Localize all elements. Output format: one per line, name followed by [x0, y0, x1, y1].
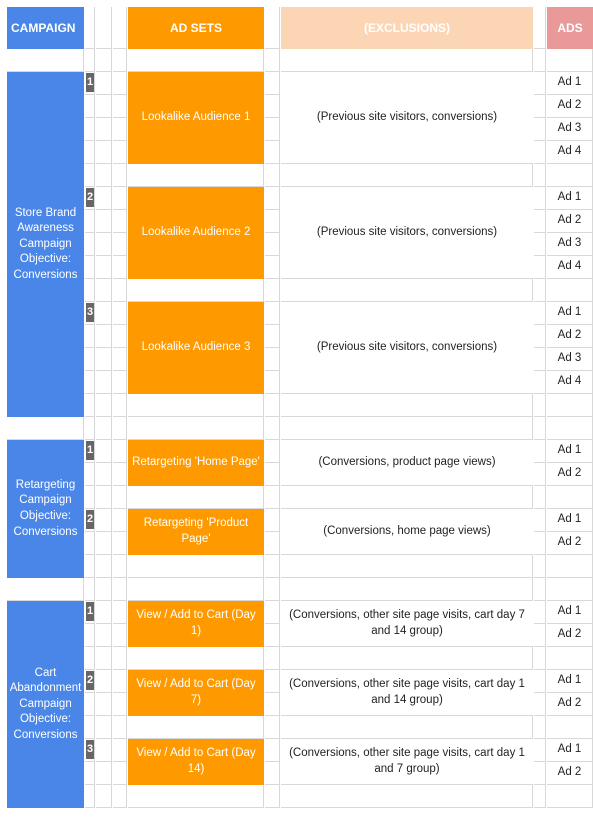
grid-cell — [281, 486, 533, 509]
grid-cell — [281, 555, 533, 578]
grid-cell — [534, 141, 546, 164]
grid-cell — [113, 417, 127, 440]
ad-label: Ad 2 — [547, 325, 593, 348]
grid-cell — [534, 417, 546, 440]
grid-cell — [534, 348, 546, 371]
grid-cell — [534, 256, 546, 279]
grid-cell — [113, 762, 127, 785]
ad-label: Ad 2 — [547, 624, 593, 647]
grid-cell — [281, 164, 533, 187]
ad-label: Ad 2 — [547, 210, 593, 233]
ad-set-number: 2 — [86, 188, 94, 207]
grid-cell — [265, 693, 280, 716]
grid-cell — [113, 601, 127, 624]
grid-cell — [85, 486, 95, 509]
grid-cell — [85, 647, 95, 670]
grid-cell — [96, 463, 112, 486]
grid-cell — [265, 417, 280, 440]
grid-cell — [265, 210, 280, 233]
grid-cell — [265, 302, 280, 325]
grid-cell — [547, 486, 593, 509]
grid-cell — [96, 7, 112, 49]
grid-cell — [128, 49, 264, 72]
grid-cell — [113, 187, 127, 210]
ad-label: Ad 1 — [547, 72, 593, 95]
grid-cell — [547, 716, 593, 739]
grid-cell — [547, 785, 593, 808]
ad-set-number: 2 — [86, 510, 94, 529]
grid-cell — [265, 118, 280, 141]
ad-set-number: 2 — [86, 671, 94, 690]
grid-cell — [265, 670, 280, 693]
grid-cell — [534, 555, 546, 578]
ad-label: Ad 1 — [547, 440, 593, 463]
grid-cell — [281, 716, 533, 739]
grid-cell — [96, 72, 112, 95]
grid-cell — [96, 417, 112, 440]
campaign-structure-table — [7, 7, 593, 808]
grid-cell — [96, 210, 112, 233]
grid-cell — [534, 601, 546, 624]
grid-cell — [113, 348, 127, 371]
ad-label: Ad 3 — [547, 233, 593, 256]
grid-cell — [534, 118, 546, 141]
grid-cell — [534, 95, 546, 118]
ad-label: Ad 4 — [547, 256, 593, 279]
grid-cell — [85, 118, 95, 141]
header-campaign: CAMPAIGN — [7, 7, 84, 49]
grid-cell — [113, 440, 127, 463]
ad-label: Ad 2 — [547, 693, 593, 716]
ad-set-name: Retargeting 'Product Page' — [128, 509, 264, 555]
grid-cell — [113, 624, 127, 647]
grid-cell — [85, 532, 95, 555]
exclusions-text: (Conversions, product page views) — [281, 440, 533, 486]
grid-cell — [85, 417, 95, 440]
grid-cell — [265, 7, 280, 49]
exclusions-text: (Previous site visitors, conversions) — [281, 302, 533, 394]
ad-set-name: View / Add to Cart (Day 1) — [128, 601, 264, 647]
grid-cell — [547, 279, 593, 302]
grid-cell — [534, 394, 546, 417]
grid-cell — [96, 739, 112, 762]
ad-set-name: View / Add to Cart (Day 7) — [128, 670, 264, 716]
grid-cell — [96, 164, 112, 187]
grid-cell — [113, 279, 127, 302]
grid-cell — [534, 693, 546, 716]
ad-set-name: Retargeting 'Home Page' — [128, 440, 264, 486]
grid-cell — [128, 647, 264, 670]
grid-cell — [96, 187, 112, 210]
ad-set-number: 3 — [86, 303, 94, 322]
ad-label: Ad 4 — [547, 141, 593, 164]
grid-cell — [113, 302, 127, 325]
grid-cell — [534, 716, 546, 739]
grid-cell — [265, 49, 280, 72]
grid-cell — [265, 716, 280, 739]
grid-cell — [96, 233, 112, 256]
grid-cell — [96, 325, 112, 348]
grid-cell — [113, 739, 127, 762]
ad-set-number: 1 — [86, 602, 94, 621]
grid-cell — [265, 256, 280, 279]
grid-cell — [96, 141, 112, 164]
ad-set-name: Lookalike Audience 3 — [128, 302, 264, 394]
grid-cell — [534, 164, 546, 187]
grid-cell — [128, 555, 264, 578]
grid-cell — [96, 716, 112, 739]
grid-cell — [265, 463, 280, 486]
grid-cell — [265, 371, 280, 394]
grid-cell — [534, 279, 546, 302]
grid-cell — [113, 371, 127, 394]
grid-cell — [547, 555, 593, 578]
ad-label: Ad 1 — [547, 509, 593, 532]
grid-cell — [113, 647, 127, 670]
ad-label: Ad 2 — [547, 762, 593, 785]
grid-cell — [113, 670, 127, 693]
grid-cell — [96, 371, 112, 394]
grid-cell — [96, 509, 112, 532]
grid-cell — [265, 601, 280, 624]
grid-cell — [281, 279, 533, 302]
grid-cell — [534, 785, 546, 808]
grid-cell — [85, 716, 95, 739]
ad-label: Ad 1 — [547, 302, 593, 325]
grid-cell — [265, 624, 280, 647]
grid-cell — [265, 72, 280, 95]
grid-cell — [85, 210, 95, 233]
grid-cell — [85, 555, 95, 578]
grid-cell — [547, 578, 593, 601]
header-exclusions: (EXCLUSIONS) — [281, 7, 533, 49]
grid-cell — [281, 578, 533, 601]
grid-cell — [113, 49, 127, 72]
grid-cell — [534, 739, 546, 762]
grid-cell — [96, 302, 112, 325]
grid-cell — [85, 348, 95, 371]
grid-cell — [96, 279, 112, 302]
grid-cell — [96, 95, 112, 118]
grid-cell — [113, 72, 127, 95]
grid-cell — [265, 532, 280, 555]
grid-cell — [85, 233, 95, 256]
grid-cell — [96, 49, 112, 72]
campaign-name: Cart Abandonment Campaign Objective: Conversions — [7, 601, 84, 808]
grid-cell — [85, 394, 95, 417]
grid-cell — [534, 49, 546, 72]
grid-cell — [85, 371, 95, 394]
grid-cell — [265, 486, 280, 509]
grid-cell — [85, 279, 95, 302]
grid-cell — [281, 647, 533, 670]
grid-cell — [85, 164, 95, 187]
grid-cell — [534, 624, 546, 647]
grid-cell — [281, 785, 533, 808]
ad-label: Ad 4 — [547, 371, 593, 394]
grid-cell — [96, 555, 112, 578]
ad-set-number: 1 — [86, 441, 94, 460]
grid-cell — [96, 762, 112, 785]
grid-cell — [534, 532, 546, 555]
header-ads: ADS — [547, 7, 593, 49]
grid-cell — [113, 325, 127, 348]
ad-set-number: 1 — [86, 73, 94, 92]
grid-cell — [265, 509, 280, 532]
grid-cell — [265, 647, 280, 670]
grid-cell — [547, 394, 593, 417]
grid-cell — [265, 233, 280, 256]
grid-cell — [113, 7, 127, 49]
grid-cell — [265, 762, 280, 785]
grid-cell — [534, 578, 546, 601]
ad-label: Ad 1 — [547, 670, 593, 693]
ad-label: Ad 2 — [547, 463, 593, 486]
grid-cell — [265, 739, 280, 762]
grid-cell — [534, 762, 546, 785]
grid-cell — [85, 95, 95, 118]
grid-cell — [265, 555, 280, 578]
grid-cell — [96, 785, 112, 808]
grid-cell — [534, 440, 546, 463]
grid-cell — [85, 7, 95, 49]
grid-cell — [534, 187, 546, 210]
grid-cell — [85, 762, 95, 785]
grid-cell — [96, 486, 112, 509]
grid-cell — [96, 647, 112, 670]
campaign-name: Store Brand Awareness Campaign Objective: Conversions — [7, 72, 84, 417]
grid-cell — [113, 486, 127, 509]
ad-label: Ad 1 — [547, 187, 593, 210]
grid-cell — [113, 716, 127, 739]
ad-set-name: Lookalike Audience 2 — [128, 187, 264, 279]
grid-cell — [128, 486, 264, 509]
grid-cell — [113, 555, 127, 578]
grid-cell — [534, 463, 546, 486]
grid-cell — [281, 49, 533, 72]
ad-set-number: 3 — [86, 740, 94, 759]
grid-cell — [96, 394, 112, 417]
grid-cell — [128, 279, 264, 302]
grid-cell — [265, 394, 280, 417]
exclusions-text: (Previous site visitors, conversions) — [281, 187, 533, 279]
grid-cell — [534, 509, 546, 532]
grid-cell — [7, 578, 84, 601]
grid-cell — [113, 785, 127, 808]
grid-cell — [96, 440, 112, 463]
grid-cell — [265, 785, 280, 808]
ad-set-name: View / Add to Cart (Day 14) — [128, 739, 264, 785]
grid-cell — [85, 578, 95, 601]
grid-cell — [547, 417, 593, 440]
grid-cell — [534, 233, 546, 256]
grid-cell — [113, 693, 127, 716]
grid-cell — [128, 164, 264, 187]
grid-cell — [534, 371, 546, 394]
grid-cell — [128, 785, 264, 808]
grid-cell — [113, 394, 127, 417]
grid-cell — [96, 578, 112, 601]
grid-cell — [96, 693, 112, 716]
grid-cell — [534, 302, 546, 325]
grid-cell — [534, 325, 546, 348]
grid-cell — [96, 118, 112, 141]
grid-cell — [113, 118, 127, 141]
ad-set-name: Lookalike Audience 1 — [128, 72, 264, 164]
grid-cell — [85, 463, 95, 486]
header-ad-sets: AD SETS — [128, 7, 264, 49]
grid-cell — [85, 256, 95, 279]
grid-cell — [265, 141, 280, 164]
ad-label: Ad 1 — [547, 601, 593, 624]
ad-label: Ad 2 — [547, 532, 593, 555]
grid-cell — [96, 532, 112, 555]
grid-cell — [113, 141, 127, 164]
ad-label: Ad 1 — [547, 739, 593, 762]
grid-cell — [85, 141, 95, 164]
grid-cell — [265, 578, 280, 601]
grid-cell — [547, 49, 593, 72]
grid-cell — [85, 624, 95, 647]
grid-cell — [534, 486, 546, 509]
grid-cell — [113, 578, 127, 601]
grid-cell — [85, 693, 95, 716]
grid-cell — [113, 210, 127, 233]
ad-label: Ad 3 — [547, 348, 593, 371]
grid-cell — [265, 95, 280, 118]
grid-cell — [128, 578, 264, 601]
grid-cell — [534, 670, 546, 693]
grid-cell — [96, 670, 112, 693]
exclusions-text: (Conversions, other site page visits, cart day 7 and 14 group) — [281, 601, 533, 647]
grid-cell — [547, 164, 593, 187]
grid-cell — [265, 325, 280, 348]
grid-cell — [265, 348, 280, 371]
grid-cell — [265, 440, 280, 463]
ad-label: Ad 2 — [547, 95, 593, 118]
grid-cell — [128, 394, 264, 417]
grid-cell — [547, 647, 593, 670]
grid-cell — [113, 256, 127, 279]
exclusions-text: (Conversions, home page views) — [281, 509, 533, 555]
grid-cell — [113, 233, 127, 256]
exclusions-text: (Conversions, other site page visits, cart day 1 and 14 group) — [281, 670, 533, 716]
grid-cell — [281, 394, 533, 417]
grid-cell — [96, 348, 112, 371]
grid-cell — [7, 49, 84, 72]
grid-cell — [7, 417, 84, 440]
grid-cell — [534, 72, 546, 95]
grid-cell — [128, 716, 264, 739]
grid-cell — [534, 210, 546, 233]
exclusions-text: (Previous site visitors, conversions) — [281, 72, 533, 164]
grid-cell — [96, 601, 112, 624]
grid-cell — [128, 417, 264, 440]
grid-cell — [113, 463, 127, 486]
grid-cell — [85, 325, 95, 348]
grid-cell — [85, 785, 95, 808]
exclusions-text: (Conversions, other site page visits, cart day 1 and 7 group) — [281, 739, 533, 785]
grid-cell — [265, 164, 280, 187]
grid-cell — [85, 49, 95, 72]
grid-cell — [113, 509, 127, 532]
grid-cell — [96, 624, 112, 647]
grid-cell — [113, 95, 127, 118]
grid-cell — [281, 417, 533, 440]
grid-cell — [113, 164, 127, 187]
grid-cell — [265, 187, 280, 210]
grid-cell — [265, 279, 280, 302]
grid-cell — [96, 256, 112, 279]
ad-label: Ad 3 — [547, 118, 593, 141]
grid-cell — [534, 7, 546, 49]
grid-cell — [113, 532, 127, 555]
campaign-name: Retargeting Campaign Objective: Conversions — [7, 440, 84, 578]
grid-cell — [534, 647, 546, 670]
